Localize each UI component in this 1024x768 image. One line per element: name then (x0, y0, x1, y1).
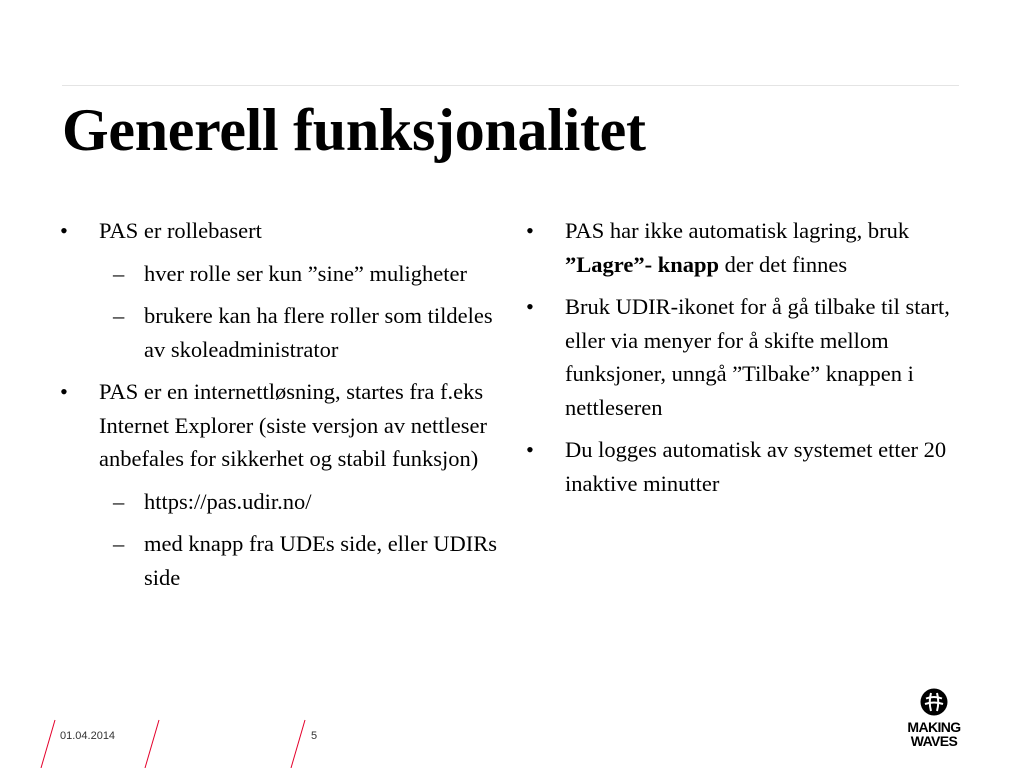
bullet-item (524, 433, 964, 500)
logo-wordmark (900, 720, 968, 748)
bullet-item (524, 214, 964, 281)
bullet-marker: • (526, 437, 534, 462)
dash-marker: – (113, 531, 125, 556)
save-button-reference: ”Lagre”- knapp (565, 251, 719, 277)
sub-bullet-item (58, 299, 508, 366)
sub-bullet-text: brukere kan ha flere roller som tildeles av skoleadministrator (144, 303, 493, 362)
logo-line-making: MAKING (907, 719, 961, 735)
bullet-text-start: PAS har ikke automatisk lagring, bruk (565, 218, 910, 243)
bullet-text: Bruk UDIR-ikonet for å gå tilbake til start, eller via menyer for å skifte mellom funksjoner, unngå ”Tilbake” knappen i nettleseren (565, 294, 950, 420)
dash-marker: – (113, 303, 125, 328)
page-number: 5 (311, 730, 318, 742)
sub-bullet-item (58, 527, 508, 594)
bullet-item (58, 214, 508, 248)
dash-marker: – (113, 260, 125, 286)
bullet-text: PAS er rollebasert (99, 218, 262, 243)
sub-bullet-item (58, 257, 508, 291)
bullet-marker: • (60, 379, 68, 404)
title-divider (62, 85, 959, 86)
bullet-text: Du logges automatisk av systemet etter 20 inaktive minutter (565, 437, 947, 496)
right-column (524, 214, 964, 509)
decorative-slash-lines (0, 718, 340, 768)
sub-bullet-item (58, 485, 508, 519)
logo-line-waves: WAVES (910, 733, 958, 749)
bullet-item (58, 375, 508, 476)
url-text: https://pas.udir.no/ (144, 488, 312, 514)
bullet-text: PAS er en internettløsning, startes fra f.eks Internet Explorer (siste versjon av nettleser anbefales for sikkerhet og stabil funksjon) (99, 379, 487, 471)
slide-title: Generell funksjonalitet (62, 97, 646, 163)
bullet-text (565, 214, 964, 281)
bullet-marker: • (60, 218, 68, 243)
footer-date: 01.04.2014 (60, 730, 116, 742)
bullet-item (524, 290, 964, 424)
slide-footer (0, 718, 1024, 768)
dash-marker: – (113, 488, 125, 514)
making-waves-globe-icon (920, 688, 948, 716)
sub-bullet-text: med knapp fra UDEs side, eller UDIRs side (144, 531, 498, 590)
left-column (58, 214, 508, 603)
bullet-marker: • (526, 218, 534, 243)
bullet-text-end: der det finnes (719, 251, 848, 277)
making-waves-logo (900, 688, 968, 752)
bullet-marker: • (526, 294, 534, 319)
sub-bullet-text: hver rolle ser kun ”sine” muligheter (144, 260, 468, 286)
